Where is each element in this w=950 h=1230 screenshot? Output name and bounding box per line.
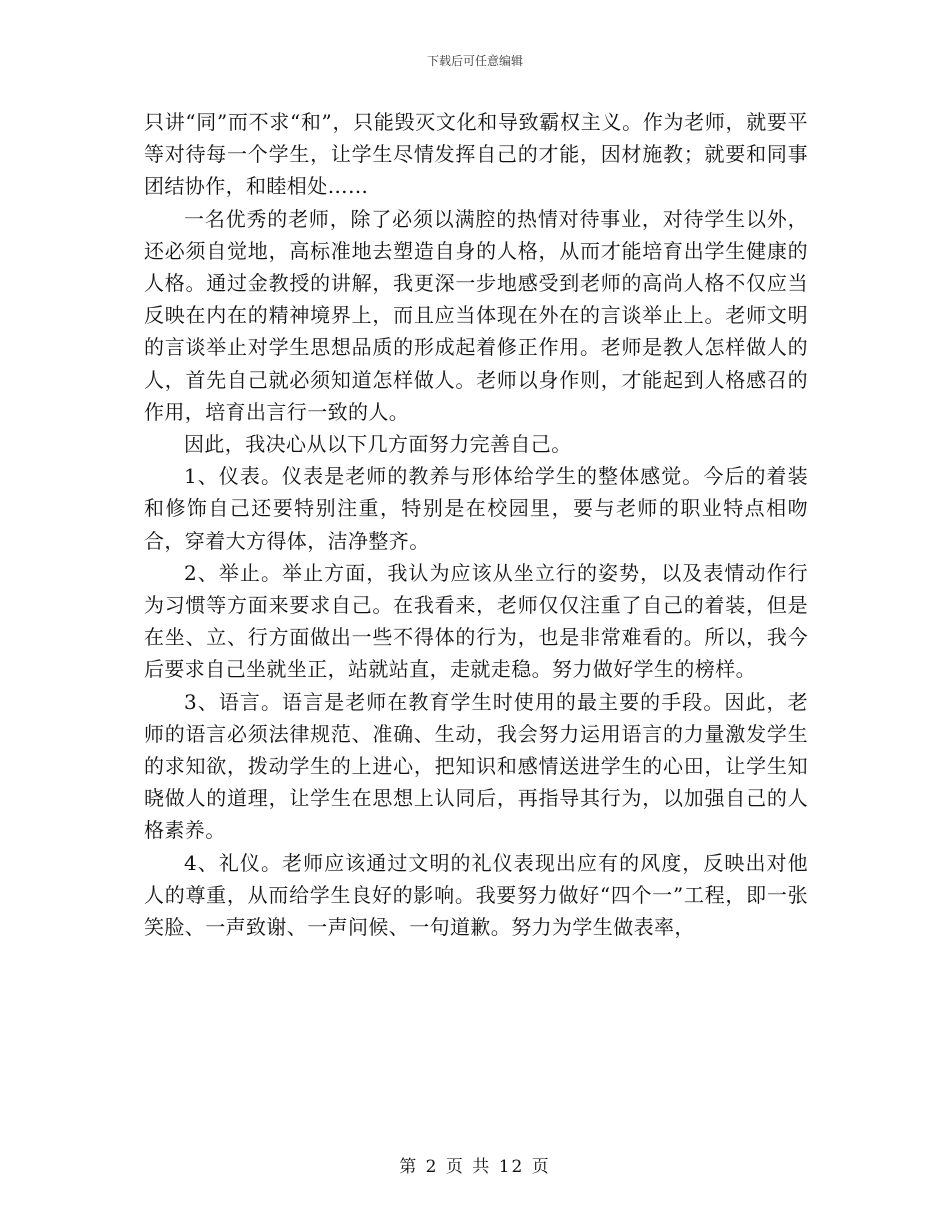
- paragraph-continuation: 只讲“同”而不求“和”，只能毁灭文化和导致霸权主义。作为老师，就要平等对待每一个学生，让学生尽情发挥自己的才能，因材施教；就要和同事团结协作，和睦相处……: [144, 110, 808, 199]
- paragraph-appearance: 1、仪表。仪表是老师的教养与形体给学生的整体感觉。今后的着装和修饰自己还要特别注重，特别是在校园里，要与老师的职业特点相吻合，穿着大方得体，洁净整齐。: [144, 464, 808, 553]
- paragraph-teacher-personality: 一名优秀的老师，除了必须以满腔的热情对待事业，对待学生以外，还必须自觉地，高标准地去塑造自身的人格，从而才能培育出学生健康的人格。通过金教授的讲解，我更深一步地感受到老师的高尚人格不仅应当反映在内在的精神境界上，而且应当体现在外在的言谈举止上。老师文明的言谈举止对学生思想品质的形成起着修正作用。老师是教人怎样做人的人，首先自己就必须知道怎样做人。老师以身作则，才能起到人格感召的作用，培育出言行一致的人。: [144, 206, 808, 424]
- paragraph-etiquette: 4、礼仪。老师应该通过文明的礼仪表现出应有的风度，反映出对他人的尊重，从而给学生良好的影响。我要努力做好“四个一”工程，即一张笑脸、一声致谢、一声问候、一句道歉。努力为学生做表率，: [144, 850, 808, 940]
- document-body: [144, 106, 808, 943]
- paragraph-resolution: 因此，我决心从以下几方面努力完善自己。: [184, 432, 572, 457]
- page-header-note: 下载后可任意编辑: [426, 54, 523, 68]
- paragraph-behavior: 2、举止。举止方面，我认为应该从坐立行的姿势，以及表情动作行为习惯等方面来要求自己。在我看来，老师仅仅注重了自己的着装，但是在坐、立、行方面做出一些不得体的行为，也是非常难看的。所以，我今后要求自己坐就坐正，站就站直，走就走稳。努力做好学生的榜样。: [144, 560, 808, 682]
- paragraph-language: 3、语言。语言是老师在教育学生时使用的最主要的手段。因此，老师的语言必须法律规范、准确、生动，我会努力运用语言的力量激发学生的求知欲，拨动学生的上进心，把知识和感情送进学生的心田，让学生知晓做人的道理，让学生在思想上认同后，再指导其行为，以加强自己的人格素养。: [144, 689, 808, 843]
- page-number-footer: 第 2 页 共 12 页: [399, 1157, 551, 1177]
